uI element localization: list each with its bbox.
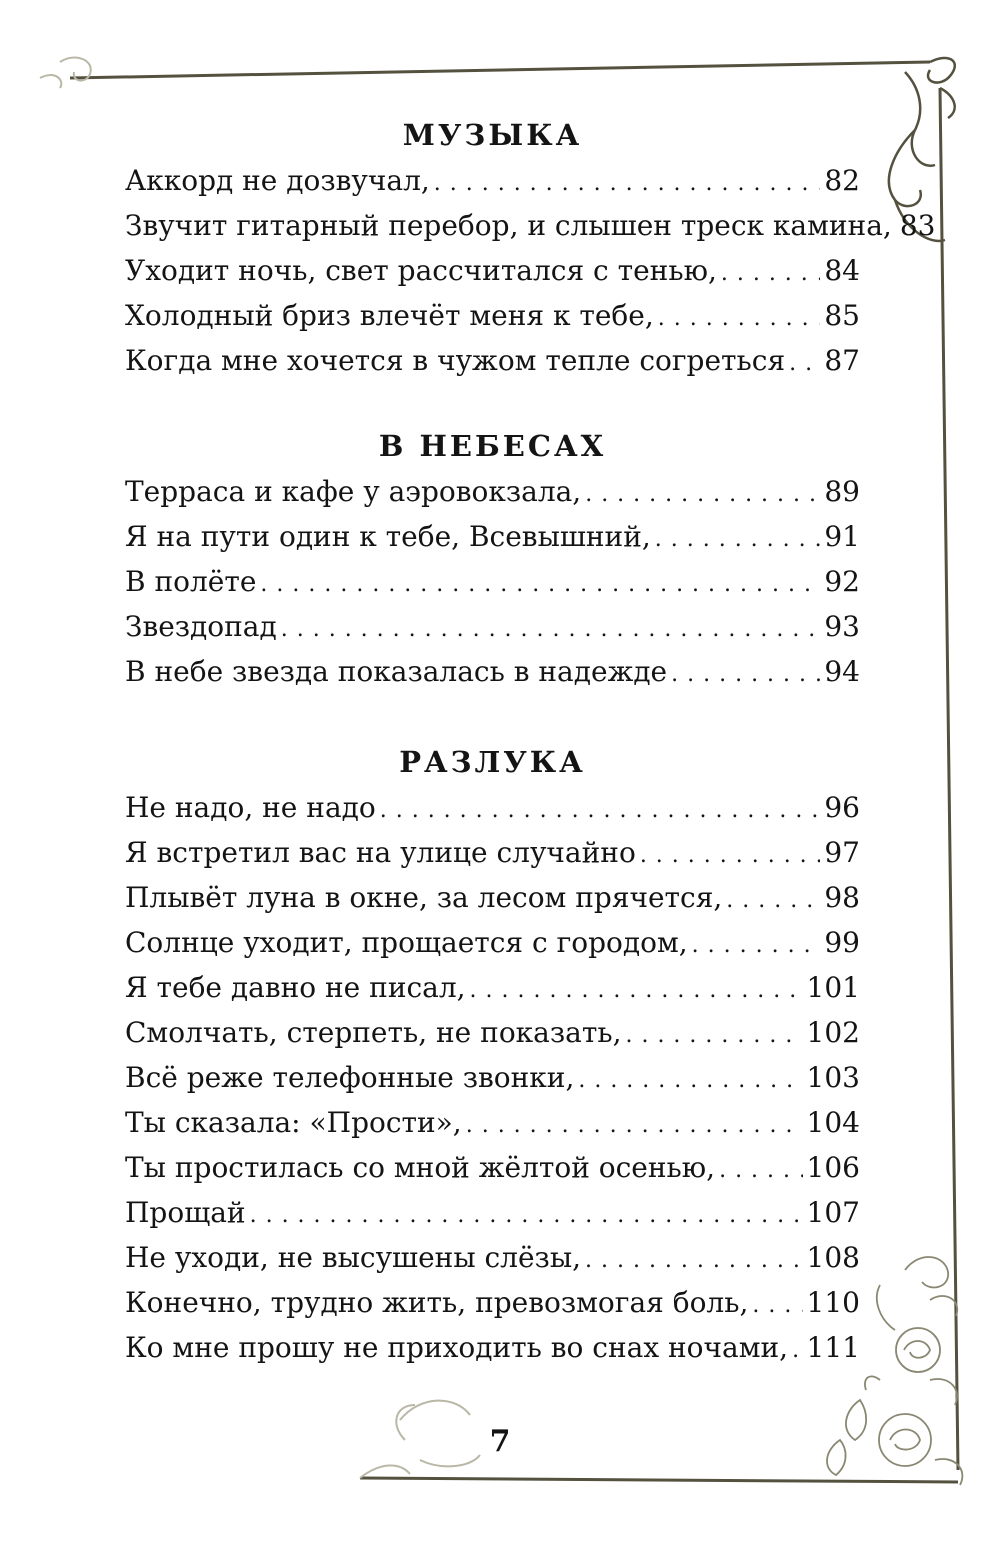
dot-leader [658, 293, 821, 338]
toc-entry[interactable] [125, 649, 860, 694]
entry-title: Ты простилась со мной жёлтой осенью, [125, 1151, 716, 1184]
page-number: 7 [489, 1424, 511, 1459]
section-title-separation: РАЗЛУКА [399, 745, 586, 779]
toc-entry[interactable] [125, 338, 860, 383]
dot-leader [380, 785, 821, 830]
entry-page: 87 [824, 344, 860, 377]
toc-entry[interactable] [125, 920, 860, 965]
toc-entry[interactable] [125, 158, 860, 203]
entry-title: Солнце уходит, прощается с городом, [125, 926, 688, 959]
entry-title: В полёте [125, 565, 257, 598]
entry-title: Конечно, трудно жить, превозмогая боль, [125, 1286, 749, 1319]
entry-title: Плывёт луна в окне, за лесом прячется, [125, 881, 723, 914]
toc-entry[interactable] [125, 514, 860, 559]
toc-entry[interactable] [125, 1190, 860, 1235]
entry-page: 91 [824, 520, 860, 553]
section-spacer [125, 383, 860, 423]
entry-title: Ты сказала: «Прости», [125, 1106, 462, 1139]
dot-leader [792, 1325, 802, 1370]
toc-entry[interactable] [125, 1010, 860, 1055]
toc-entry[interactable] [125, 293, 860, 338]
dot-leader [726, 875, 820, 920]
dot-leader [578, 1055, 802, 1100]
section-entries-separation [125, 785, 860, 1370]
entry-title: В небе звезда показалась в надежде [125, 655, 668, 688]
dot-leader [692, 920, 821, 965]
dot-leader [721, 248, 821, 293]
entry-title: Всё реже телефонные звонки, [125, 1061, 575, 1094]
entry-title: Холодный бриз влечёт меня к тебе, [125, 299, 654, 332]
entry-title: Когда мне хочется в чужом тепле согреться [125, 344, 786, 377]
toc-entry[interactable] [125, 203, 936, 248]
dot-leader [250, 1190, 803, 1235]
entry-page: 108 [806, 1241, 860, 1274]
toc-entry[interactable] [125, 875, 860, 920]
entry-page: 110 [806, 1286, 860, 1319]
table-of-contents [125, 112, 936, 1370]
section-title-music: МУЗЫКА [402, 118, 583, 152]
dot-leader [671, 649, 820, 694]
dot-leader [625, 1010, 802, 1055]
entry-page: 96 [824, 791, 860, 824]
entry-page: 94 [824, 655, 860, 688]
dot-leader [260, 559, 820, 604]
dot-leader [640, 830, 821, 875]
entry-title: Я на пути один к тебе, Всевышний, [125, 520, 651, 553]
entry-page: 89 [824, 475, 860, 508]
section-entries-music [125, 158, 936, 383]
toc-entry[interactable] [125, 1100, 860, 1145]
entry-title: Звучит гитарный перебор, и слышен треск камина, [125, 209, 892, 242]
section-spacer [125, 694, 860, 739]
toc-entry[interactable] [125, 1145, 860, 1190]
entry-page: 99 [824, 926, 860, 959]
toc-entry[interactable] [125, 1325, 860, 1370]
dot-leader [789, 338, 820, 383]
toc-entry[interactable] [125, 785, 860, 830]
dot-leader [281, 604, 821, 649]
entry-page: 104 [806, 1106, 860, 1139]
entry-title: Смолчать, стерпеть, не показать, [125, 1016, 622, 1049]
toc-entry[interactable] [125, 1280, 860, 1325]
entry-page: 97 [824, 836, 860, 869]
entry-page: 101 [806, 971, 860, 1004]
entry-title: Не надо, не надо [125, 791, 376, 824]
toc-entry[interactable] [125, 1055, 860, 1100]
dot-leader [655, 514, 821, 559]
entry-title: Не уходи, не высушены слёзы, [125, 1241, 581, 1274]
entry-title: Я тебе давно не писал, [125, 971, 466, 1004]
dot-leader [585, 1235, 803, 1280]
section-entries-heavens [125, 469, 860, 694]
entry-page: 103 [806, 1061, 860, 1094]
section-title-heavens: В НЕБЕСАХ [378, 429, 607, 463]
entry-page: 85 [824, 299, 860, 332]
entry-page: 106 [806, 1151, 860, 1184]
entry-page: 111 [806, 1331, 860, 1364]
entry-page: 84 [824, 254, 860, 287]
entry-title: Я встретил вас на улице случайно [125, 836, 636, 869]
dot-leader [585, 469, 820, 514]
toc-entry[interactable] [125, 830, 860, 875]
entry-page: 93 [824, 610, 860, 643]
entry-title: Прощай [125, 1196, 246, 1229]
toc-entry[interactable] [125, 1235, 860, 1280]
entry-title: Звездопад [125, 610, 277, 643]
entry-title: Аккорд не дозвучал, [125, 164, 430, 197]
toc-entry[interactable] [125, 604, 860, 649]
dot-leader [752, 1280, 802, 1325]
entry-page: 102 [806, 1016, 860, 1049]
entry-page: 82 [824, 164, 860, 197]
dot-leader [719, 1145, 802, 1190]
dot-leader [470, 965, 803, 1010]
entry-page: 83 [899, 209, 936, 242]
toc-entry[interactable] [125, 248, 860, 293]
entry-page: 107 [806, 1196, 860, 1229]
toc-entry[interactable] [125, 469, 860, 514]
entry-title: Ко мне прошу не приходить во снах ночами, [125, 1331, 789, 1364]
dot-leader [434, 158, 821, 203]
entry-title: Уходит ночь, свет рассчитался с тенью, [125, 254, 717, 287]
dot-leader [466, 1100, 803, 1145]
entry-page: 98 [824, 881, 860, 914]
entry-title: Терраса и кафе у аэровокзала, [125, 475, 582, 508]
toc-entry[interactable] [125, 559, 860, 604]
entry-page: 92 [824, 565, 860, 598]
toc-entry[interactable] [125, 965, 860, 1010]
